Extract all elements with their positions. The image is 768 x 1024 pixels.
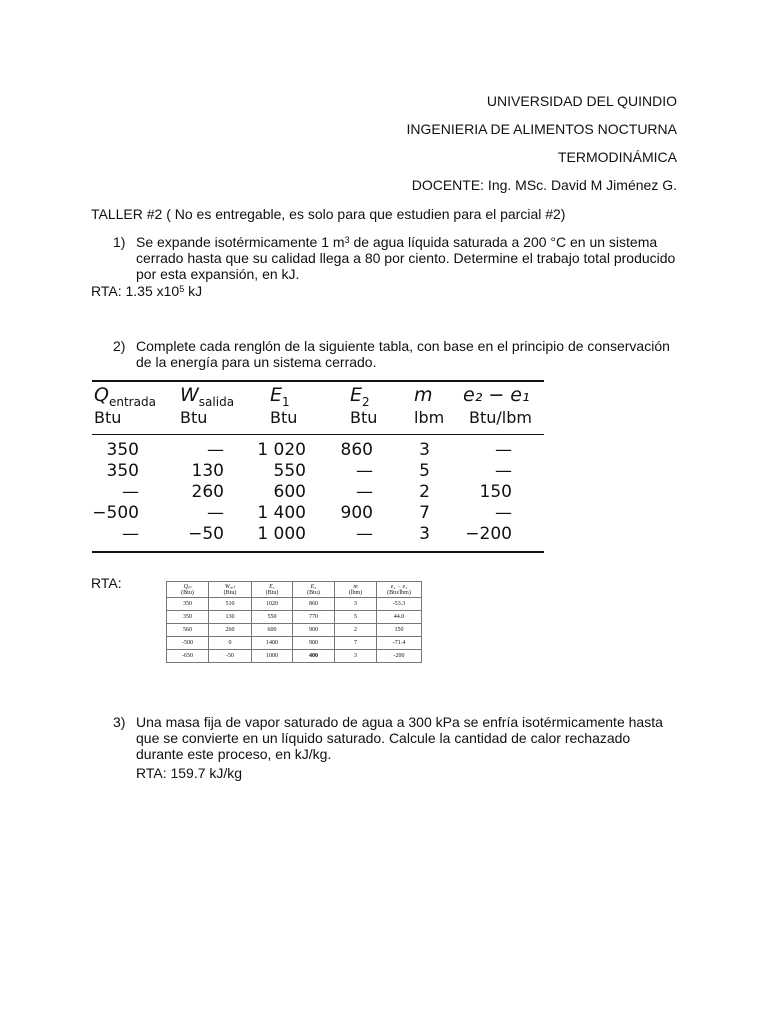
answer-table-cell: 400 [293,650,335,663]
problem-table-cell: 2 [419,482,430,502]
answer-table-row [167,637,422,650]
problem-table-cell: 900 [340,503,373,523]
problem-table-header-subscript: salida [198,394,235,409]
answer-table-header-unit: (Btu) [181,590,194,596]
table-rule [92,551,544,553]
q2-number: 2) [113,338,126,354]
answer-table-header-unit: (Btu) [307,589,320,596]
q1-text: Se expande isotérmicamente 1 $m^3$ de agua líquida saturada a 200 °C en un sistema cerrado hasta que su calidad llega a 80 por ciento. Determine el trabajo total producido por esta expansión, en kJ. [136,234,676,282]
problem-table-header-symbol: $E_2$ [350,384,370,409]
answer-table-cell: -53.3 [377,598,422,611]
problem-table-header-unit: Btu/lbm [469,408,532,427]
q1-answer: RTA: 1.35 $x10^5$ kJ [91,283,203,299]
answer-table-cell: 770 [293,611,335,624]
answer-table-cell: 5 [335,611,377,624]
problem-table-cell: −500 [92,503,139,523]
table-rule [92,380,544,382]
problem-table-cell: 600 [273,482,306,502]
problem-table-cell: 7 [419,503,430,523]
answer-table-cell: 1400 [252,637,293,650]
problem-table-header-symbol: $Q_{entrada}$ [94,384,156,409]
answer-table-header-symbol: E₂ [310,583,317,590]
problem-table-cell: — [495,503,512,523]
answer-table-header-symbol: Wₒᵤₜ [224,584,236,590]
table-rule [92,434,544,435]
teacher-name: DOCENTE: Ing. MSc. David M Jiménez G. [411,177,677,193]
answer-table-header [167,582,209,598]
answer-table-cell: 260 [209,624,252,637]
answer-table-cell: 350 [167,598,209,611]
problem-table-cell: — [122,524,139,544]
problem-table-cell: −50 [188,524,224,544]
problem-table-cell: 350 [106,440,139,460]
q3-answer: RTA: 159.7 kJ/kg [136,765,243,781]
course-name: TERMODINÁMICA [558,149,677,165]
answer-table-header [377,582,422,598]
answer-table-cell: 550 [252,611,293,624]
problem-table-header-unit: Btu [350,408,378,427]
answer-table-header-symbol: e₂ − e₁ [390,583,408,590]
problem-table-header-subscript: 2 [362,394,370,409]
problem-table-header-subscript: entrada [108,394,156,409]
q3-number: 3) [113,714,126,730]
answer-table-cell: 130 [209,611,252,624]
answer-table-row [167,624,422,637]
problem-table-cell: 550 [273,461,306,481]
answer-table-cell: 1000 [252,650,293,663]
answer-table-header-unit: (lbm) [348,589,363,596]
problem-table-cell: — [122,482,139,502]
answer-table-cell: -500 [167,637,209,650]
problem-table-cell: 860 [340,440,373,460]
problem-table-cell: 1 000 [257,524,306,544]
problem-table-cell: — [356,461,373,481]
answer-table-header-unit: (Btu) [265,589,279,596]
answer-table-cell: 350 [167,611,209,624]
problem-table-header-unit: Btu [180,408,208,427]
q2-text: Complete cada renglón de la siguiente tabla, con base en el principio de conservación de la energía para un sistema cerrado. [136,338,670,370]
problem-table-cell: — [356,524,373,544]
answer-table-cell: 560 [167,624,209,637]
answer-table-cell: 3 [335,598,377,611]
problem-table-cell: 3 [419,440,430,460]
answer-table-cell: 600 [252,624,293,637]
answer-table-cell: -50 [209,650,252,663]
answer-table [166,581,422,663]
answer-table-header-symbol: m [353,583,358,590]
university-name: UNIVERSIDAD DEL QUINDIO [486,93,677,109]
answer-table-cell: 860 [293,598,335,611]
problem-table-header-symbol: $E_1$ [270,384,290,409]
answer-table-cell: 0 [209,637,252,650]
q3-text: Una masa fija de vapor saturado de agua a 300 kPa se enfría isotérmicamente hasta que se convierte en un líquido saturado. Calcule la cantidad de calor rechazado durante este proceso, en kJ/kg. [136,714,663,762]
answer-table-header [252,582,293,598]
answer-table-header [293,582,335,598]
problem-table-cell: 130 [191,461,224,481]
problem-table-cell: 150 [479,482,512,502]
problem-table-header-symbol: $W_{salida}$ [180,384,235,409]
answer-table-cell: 7 [335,637,377,650]
q2-answer-label: RTA: [91,575,122,591]
answer-table-cell: -650 [167,650,209,663]
problem-table-cell: 350 [106,461,139,481]
taller-title: TALLER #2 ( No es entregable, es solo para que estudien para el parcial #2) [91,206,566,222]
answer-table-cell: -200 [377,650,422,663]
answer-table-header-unit: (Btu) [223,590,237,596]
answer-table-cell: 510 [209,598,252,611]
answer-table-cell: 2 [335,624,377,637]
problem-table-cell: — [495,461,512,481]
problem-table-cell: — [207,440,224,460]
program-name: INGENIERIA DE ALIMENTOS NOCTURNA [406,121,677,137]
problem-table-cell: — [495,440,512,460]
problem-table-cell: 5 [419,461,430,481]
problem-table-cell: 1 020 [257,440,306,460]
q1-number: 1) [113,234,126,250]
answer-table-row [167,650,422,663]
answer-table-header [209,582,252,598]
answer-table-cell: 1020 [252,598,293,611]
answer-table-header [335,582,377,598]
answer-table-header-unit: (Btu/lbm) [387,589,411,596]
problem-table-header-symbol: e₂ − e₁ [463,384,530,406]
problem-table-header-unit: Btu [270,408,298,427]
problem-table-cell: 1 400 [257,503,306,523]
answer-table-cell: 900 [293,637,335,650]
answer-table-header-symbol: E₁ [269,583,275,590]
problem-table-header-subscript: 1 [282,394,290,409]
answer-table-cell: 3 [335,650,377,663]
problem-table-cell: — [356,482,373,502]
answer-table-cell: 150 [377,624,422,637]
problem-table-cell: −200 [465,524,512,544]
problem-table [92,380,544,554]
problem-table-header-unit: Btu [94,408,122,427]
problem-table-header-unit: lbm [414,408,445,427]
problem-table-cell: 260 [191,482,224,502]
answer-table-cell: 44.0 [377,611,422,624]
answer-table-cell: -71.4 [377,637,422,650]
answer-table-cell: 900 [293,624,335,637]
problem-table-cell: 3 [419,524,430,544]
problem-table-cell: — [207,503,224,523]
answer-table-row [167,611,422,624]
problem-table-header-symbol: m [414,384,433,406]
answer-table-header-symbol: Qᵢₙ [183,584,192,590]
answer-table-row [167,598,422,611]
